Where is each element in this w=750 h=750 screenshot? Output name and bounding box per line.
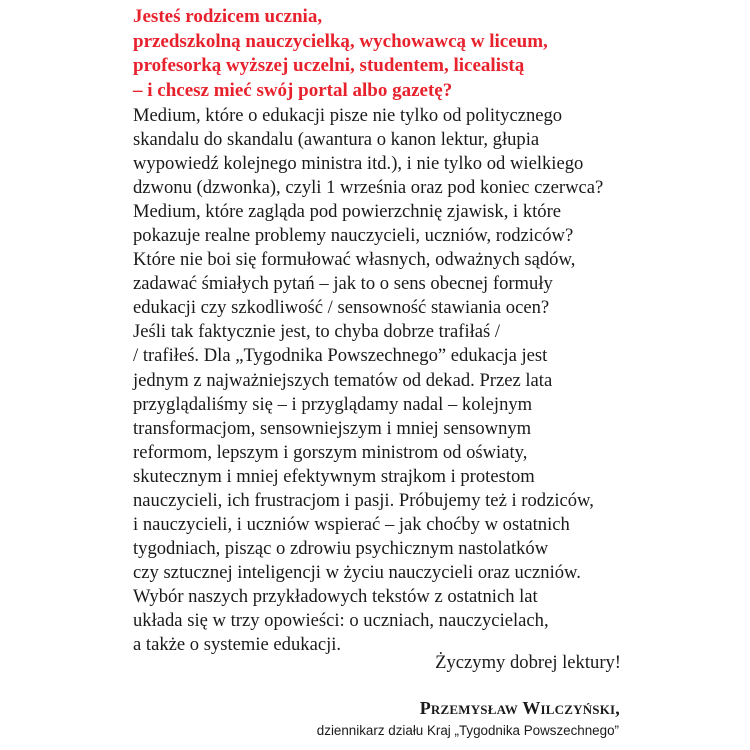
closing-line: Życzymy dobrej lektury!	[435, 652, 621, 673]
body-line: edukacji czy szkodliwość / sensowność stawiania ocen?	[133, 297, 550, 319]
author-name: Przemysław Wilczyński,	[419, 698, 620, 718]
body-line: Medium, które zagląda pod powierzchnię zjawisk, i które	[133, 201, 562, 223]
body-line: reformom, lepszym i gorszym ministrom od oświaty,	[133, 441, 528, 463]
body-line: nauczycieli, ich frustracjom i pasji. Próbujemy też i rodziców,	[133, 489, 594, 511]
body-line: jednym z najważniejszych tematów od dekad. Przez lata	[133, 369, 553, 391]
body-line: Jeśli tak faktycznie jest, to chyba dobrze trafiłaś /	[133, 321, 501, 343]
body-line: tygodniach, pisząc o zdrowiu psychicznym nastolatków	[133, 537, 549, 559]
body-line: zadawać śmiałych pytań – jak to o sens obecnej formuły	[133, 273, 553, 295]
body-line: transformacjom, sensowniejszym i mniej sensownym	[133, 417, 532, 439]
body-line: przyglądaliśmy się – i przyglądamy nadal – kolejnym	[133, 393, 533, 415]
body-line: dzwonu (dzwonka), czyli 1 września oraz pod koniec czerwca?	[133, 177, 604, 199]
body-line: pokazuje realne problemy nauczycieli, uczniów, rodziców?	[133, 225, 574, 247]
body-line: układa się w trzy opowieści: o uczniach, nauczycielach,	[133, 609, 549, 631]
body-line: a także o systemie edukacji.	[133, 634, 342, 656]
body-line: Medium, które o edukacji pisze nie tylko od politycznego	[133, 105, 563, 126]
heading-line: profesorką wyższej uczelni, studentem, licealistą	[133, 55, 525, 76]
heading-line: Jesteś rodzicem ucznia,	[133, 6, 323, 27]
body-line: czy sztucznej inteligencji w życiu nauczycieli oraz uczniów.	[133, 561, 581, 583]
body-line: Wybór naszych przykładowych tekstów z ostatnich lat	[133, 585, 538, 607]
body-line: i nauczycieli, i uczniów wspierać – jak choćby w ostatnich	[133, 513, 570, 535]
heading-line: – i chcesz mieć swój portal albo gazetę?	[133, 79, 453, 101]
heading	[133, 5, 633, 103]
body-line: Które nie boi się formułować własnych, odważnych sądów,	[133, 249, 576, 271]
body-line: skandalu do skandalu (awantura o kanon lektur, głupia	[133, 129, 540, 151]
heading-line: przedszkolną nauczycielką, wychowawcą w liceum,	[133, 30, 548, 52]
body-line: wypowiedź kolejnego ministra itd.), i nie tylko od wielkiego	[133, 153, 584, 175]
body-paragraph	[133, 104, 633, 657]
author-role: dziennikarz działu Kraj „Tygodnika Powszechnego”	[316, 723, 619, 738]
body-line: skutecznym i mniej efektywnym strajkom i protestom	[133, 465, 535, 487]
body-line: / trafiłeś. Dla „Tygodnika Powszechnego” edukacja jest	[133, 345, 548, 367]
